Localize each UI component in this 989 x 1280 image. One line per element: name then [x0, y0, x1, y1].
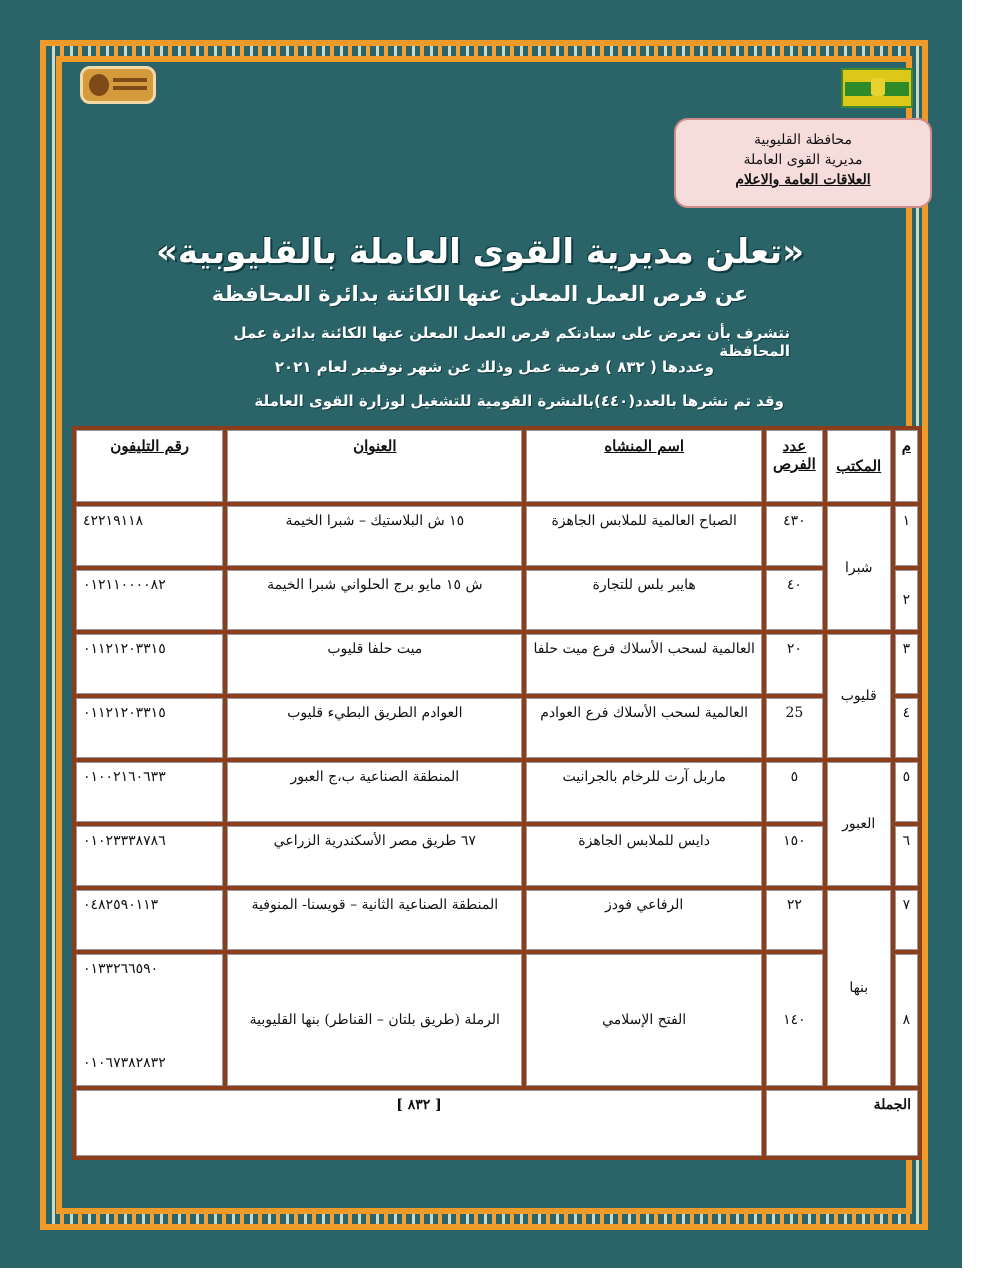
table-header-row [76, 430, 918, 502]
phone-number: ٠١٣٣٢٦٦٥٩٠ [83, 961, 159, 977]
phone-number-2: ٠١٠٦٧٣٨٢٨٣٢ [83, 1055, 166, 1071]
company-name: الرفاعي فودز [526, 890, 762, 950]
company-name: دايس للملابس الجاهزة [526, 826, 762, 886]
total-label: الجملة [766, 1090, 918, 1156]
header-phone: رقم التليفون [76, 430, 223, 502]
company-address: العوادم الطريق البطيء قليوب [227, 698, 522, 758]
phone-number: ٠٤٨٢٥٩٠١١٣ [76, 890, 223, 950]
table-row [76, 570, 918, 630]
ministry-logo [80, 66, 156, 104]
row-number: ٢ [895, 570, 918, 630]
intro-line: نتشرف بأن نعرض على سيادتكم فرص العمل المعلن عنها الكائنة بدائرة عمل المحافظة [233, 324, 790, 360]
row-number: ٣ [895, 634, 918, 694]
governorate-name: محافظة القليوبية [754, 132, 852, 148]
office-cell: العبور [827, 762, 891, 886]
row-number: ٧ [895, 890, 918, 950]
header-name: اسم المنشاه [526, 430, 762, 502]
governorate-emblem-icon [871, 78, 885, 96]
table-row [76, 954, 918, 1086]
row-number: ٤ [895, 698, 918, 758]
subtitle: عن فرص العمل المعلن عنها الكائنة بدائرة المحافظة [211, 282, 749, 306]
company-address: ميت حلفا قليوب [227, 634, 522, 694]
company-address: ش ١٥ مايو برج الحلواني شبرا الخيمة [227, 570, 522, 630]
row-number: ٨ [895, 954, 918, 1086]
company-address: الرملة (طريق بلتان – القناطر) بنها القليوبية [227, 954, 522, 1086]
department-name: العلاقات العامة والاعلام [735, 172, 871, 188]
opportunity-count: ١٥٠ [766, 826, 823, 886]
table-row [76, 890, 918, 950]
table-row [76, 762, 918, 822]
office-cell: بنها [827, 890, 891, 1086]
table-row [76, 826, 918, 886]
opportunity-count: ٥ [766, 762, 823, 822]
total-row [76, 1090, 918, 1156]
phone-number: ٠١٠٢٣٣٣٨٧٨٦ [76, 826, 223, 886]
office-cell: قليوب [827, 634, 891, 758]
phone-number: ٠١٢١١٠٠٠٠٨٢ [76, 570, 223, 630]
company-name: هايبر بلس للتجارة [526, 570, 762, 630]
row-number: ٦ [895, 826, 918, 886]
company-name: العالمية لسحب الأسلاك فرع ميت حلفا [526, 634, 762, 694]
header-address: العنوان [227, 430, 522, 502]
directorate-name: مديرية القوى العاملة [743, 152, 863, 168]
total-value: [ ٨٣٢ ] [76, 1090, 762, 1156]
table-row [76, 506, 918, 566]
table-row [76, 698, 918, 758]
publication-line: وقد تم نشرها بالعدد(٤٤٠)بالنشرة القومية للتشغيل لوزارة القوى العاملة [254, 392, 784, 410]
office-cell: شبرا [827, 506, 891, 630]
header-m: م [895, 430, 918, 502]
company-address: ٦٧ طريق مصر الأسكندرية الزراعي [227, 826, 522, 886]
opportunity-count: ١٤٠ [766, 954, 823, 1086]
company-name: الصباح العالمية للملابس الجاهزة [526, 506, 762, 566]
eagle-emblem-icon [89, 74, 109, 96]
phone-number: ٠١١٢١٢٠٣٣١٥ [76, 634, 223, 694]
header-office: المكتب [827, 430, 891, 502]
company-name: ماربل آرت للرخام بالجرانيت [526, 762, 762, 822]
opportunity-count: ٤٠ [766, 570, 823, 630]
jobs-table [72, 426, 922, 1160]
phone-cell [76, 954, 223, 1086]
company-address: المنطقة الصناعية ب،ج العبور [227, 762, 522, 822]
phone-number: ٤٢٢١٩١١٨ [76, 506, 223, 566]
phone-number: ٠١٠٠٢١٦٠٦٣٣ [76, 762, 223, 822]
opportunity-count: ٤٣٠ [766, 506, 823, 566]
table-row [76, 634, 918, 694]
opportunity-count: ٢٢ [766, 890, 823, 950]
opportunity-count: 25 [766, 698, 823, 758]
company-address: ١٥ ش البلاستيك – شبرا الخيمة [227, 506, 522, 566]
company-name: العالمية لسحب الأسلاك فرع العوادم [526, 698, 762, 758]
main-headline: «تعلن مديرية القوى العاملة بالقليوبية» [155, 232, 805, 272]
opportunity-count: ٢٠ [766, 634, 823, 694]
count-line: وعددها ( ٨٣٢ ) فرصة عمل وذلك عن شهر نوفمبر لعام ٢٠٢١ [274, 358, 714, 376]
logo-text-lines [113, 78, 147, 82]
governorate-logo [841, 68, 913, 108]
header-count: عدد الفرص [766, 430, 823, 502]
company-name: الفتح الإسلامي [526, 954, 762, 1086]
row-number: ١ [895, 506, 918, 566]
issuer-info-box [674, 118, 932, 208]
phone-number: ٠١١٢١٢٠٣٣١٥ [76, 698, 223, 758]
company-address: المنطقة الصناعية الثانية – قويسنا- المنوفية [227, 890, 522, 950]
row-number: ٥ [895, 762, 918, 822]
